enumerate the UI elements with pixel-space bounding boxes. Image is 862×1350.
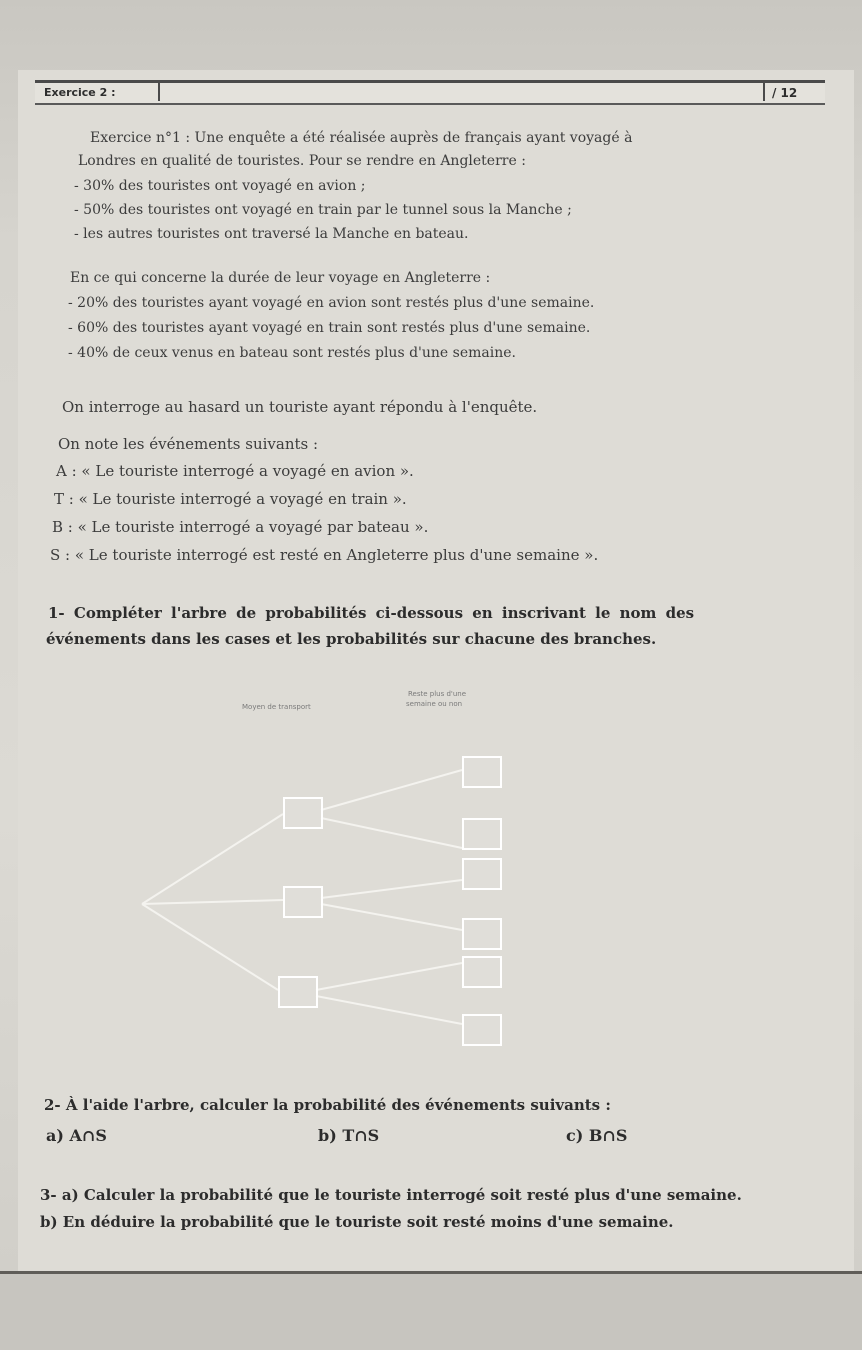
score-box: / 12 [772,86,798,100]
intro-line: Londres en qualité de touristes. Pour se rendre en Angleterre : [78,153,526,169]
background-paper [0,1274,862,1350]
tree-box-level2[interactable] [462,1014,502,1046]
tree-box-level2[interactable] [462,858,502,890]
tree-branch-sub [316,996,462,1024]
transport-bullet: - 30% des touristes ont voyagé en avion ; [74,178,366,194]
tree-branch-sub [321,818,462,848]
transport-bullet: - 50% des touristes ont voyagé en train par le tunnel sous la Manche ; [74,202,572,218]
tree-box-level2[interactable] [462,956,502,988]
question-1-line: événements dans les cases et les probabilités sur chacune des branches. [46,630,657,648]
events-intro: On note les événements suivants : [58,435,319,453]
question-3a: 3- a) Calculer la probabilité que le touriste interrogé soit resté plus d'une semaine. [40,1186,742,1204]
question-3b: b) En déduire la probabilité que le touriste soit resté moins d'une semaine. [40,1213,674,1231]
tree-box-level1[interactable] [278,976,318,1008]
duration-bullet: - 60% des touristes ayant voyagé en train sont restés plus d'une semaine. [68,320,591,336]
tree-label-transport: Moyen de transport [242,703,311,711]
tree-branch-bateau [142,904,278,990]
transport-bullet: - les autres touristes ont traversé la Manche en bateau. [74,226,469,242]
event-definition: T : « Le touriste interrogé a voyagé en train ». [54,490,407,508]
tree-box-level2[interactable] [462,756,502,788]
tree-label-stay: semaine ou non [406,700,463,708]
exercise-tag: Exercice 2 : [44,86,116,99]
question-2a: a) A∩S [46,1126,107,1145]
event-definition: A : « Le touriste interrogé a voyagé en avion ». [56,462,414,480]
question-2b: b) T∩S [318,1126,380,1145]
tree-label-stay: Reste plus d'une [408,690,467,698]
question-1-line: 1- Compléter l'arbre de probabilités ci-dessous en inscrivant le nom des [48,604,695,622]
tree-branch-sub [321,880,462,898]
event-definition: B : « Le touriste interrogé a voyagé par bateau ». [52,518,429,536]
duration-intro: En ce qui concerne la durée de leur voyage en Angleterre : [70,270,491,286]
tree-branch-sub [321,904,462,930]
tree-box-level1[interactable] [283,797,323,829]
question-2-text: 2- À l'aide l'arbre, calculer la probabilité des événements suivants : [44,1096,611,1114]
tree-branch-sub [321,770,462,810]
duration-bullet: - 20% des touristes ayant voyagé en avion sont restés plus d'une semaine. [68,295,595,311]
tree-box-level1[interactable] [283,886,323,918]
question-2c: c) B∩S [566,1126,628,1145]
intro-line: Exercice n°1 : Une enquête a été réalisée auprès de français ayant voyagé à [90,130,633,146]
event-definition: S : « Le touriste interrogé est resté en Angleterre plus d'une semaine ». [50,546,599,564]
tree-box-level2[interactable] [462,818,502,850]
tree-branch-train [142,900,283,904]
duration-bullet: - 40% de ceux venus en bateau sont restés plus d'une semaine. [68,345,516,361]
tree-branch-sub [316,963,462,990]
random-pick-text: On interroge au hasard un touriste ayant répondu à l'enquête. [62,398,538,416]
tree-branch-avion [142,814,283,904]
tree-box-level2[interactable] [462,918,502,950]
